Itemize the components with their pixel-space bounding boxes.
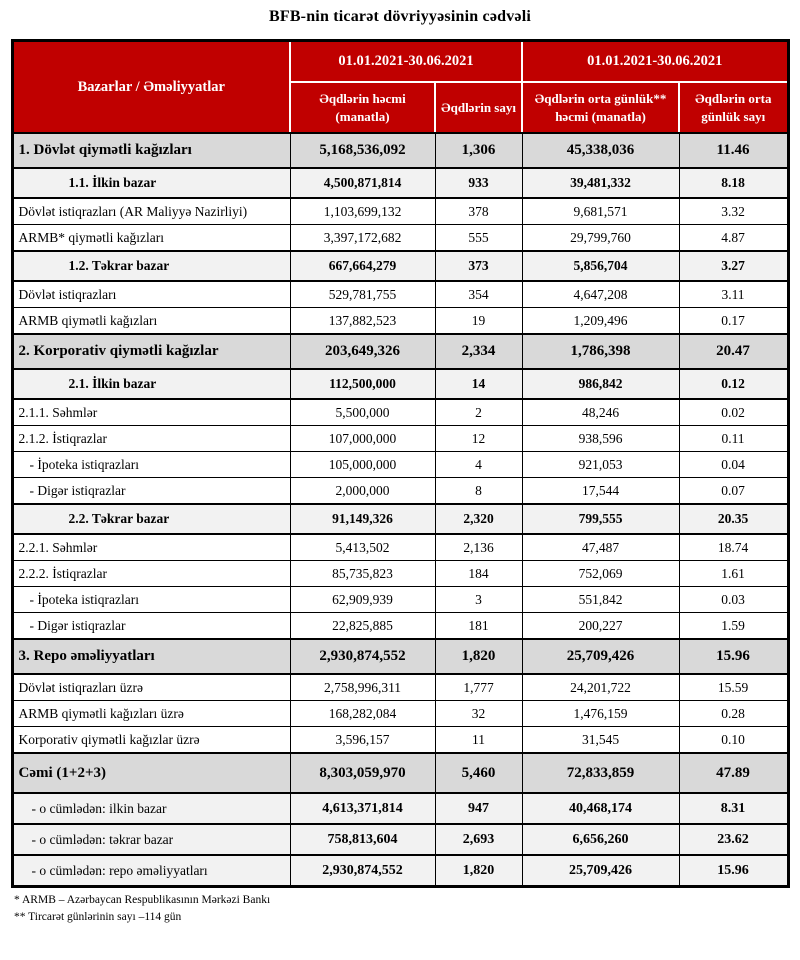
row-value: 168,282,084 xyxy=(290,701,435,727)
row-value: 22,825,885 xyxy=(290,613,435,640)
row-value: 1.59 xyxy=(679,613,788,640)
row-value: 29,799,760 xyxy=(522,225,679,252)
row-value: 373 xyxy=(435,251,522,281)
table-row xyxy=(12,727,788,754)
row-value: 2,334 xyxy=(435,334,522,369)
row-value: 24,201,722 xyxy=(522,674,679,701)
row-value: 4,613,371,814 xyxy=(290,793,435,824)
row-value: 1,476,159 xyxy=(522,701,679,727)
row-value: 5,856,704 xyxy=(522,251,679,281)
row-value: 0.12 xyxy=(679,369,788,399)
row-label: 1. Dövlət qiymətli kağızları xyxy=(12,133,290,168)
col-header-markets-operations: Bazarlar / Əməliyyatlar xyxy=(12,41,290,134)
row-value: 0.10 xyxy=(679,727,788,754)
row-value: 947 xyxy=(435,793,522,824)
row-label: - Digər istiqrazlar xyxy=(12,478,290,505)
row-label: - o cümlədən: təkrar bazar xyxy=(12,824,290,855)
row-value: 5,413,502 xyxy=(290,534,435,561)
table-body xyxy=(12,133,788,887)
row-label: 2. Korporativ qiymətli kağızlar xyxy=(12,334,290,369)
row-value: 203,649,326 xyxy=(290,334,435,369)
trading-turnover-table xyxy=(11,39,790,888)
row-value: 1,777 xyxy=(435,674,522,701)
table-row xyxy=(12,793,788,824)
row-value: 2,758,996,311 xyxy=(290,674,435,701)
row-value: 18.74 xyxy=(679,534,788,561)
row-value: 1,820 xyxy=(435,639,522,674)
row-value: 555 xyxy=(435,225,522,252)
table-row xyxy=(12,399,788,426)
row-value: 200,227 xyxy=(522,613,679,640)
row-value: 4,647,208 xyxy=(522,281,679,308)
table-row xyxy=(12,334,788,369)
row-value: 14 xyxy=(435,369,522,399)
row-label: ARMB* qiymətli kağızları xyxy=(12,225,290,252)
table-row xyxy=(12,133,788,168)
footnote-armb: * ARMB – Azərbaycan Respublikasının Mərkəzi Bankı xyxy=(14,894,271,907)
row-value: 921,053 xyxy=(522,452,679,478)
row-value: 32 xyxy=(435,701,522,727)
row-value: 758,813,604 xyxy=(290,824,435,855)
row-label: 3. Repo əməliyyatları xyxy=(12,639,290,674)
row-value: 2,136 xyxy=(435,534,522,561)
row-label: - o cümlədən: ilkin bazar xyxy=(12,793,290,824)
row-value: 19 xyxy=(435,308,522,335)
row-value: 2 xyxy=(435,399,522,426)
row-value: 184 xyxy=(435,561,522,587)
row-value: 62,909,939 xyxy=(290,587,435,613)
row-value: 1.61 xyxy=(679,561,788,587)
row-label: Dövlət istiqrazları xyxy=(12,281,290,308)
row-value: 12 xyxy=(435,426,522,452)
row-value: 0.28 xyxy=(679,701,788,727)
row-value: 3,397,172,682 xyxy=(290,225,435,252)
row-value: 47,487 xyxy=(522,534,679,561)
table-row xyxy=(12,534,788,561)
table-row xyxy=(12,855,788,887)
row-value: 40,468,174 xyxy=(522,793,679,824)
row-value: 1,820 xyxy=(435,855,522,887)
row-value: 354 xyxy=(435,281,522,308)
row-value: 47.89 xyxy=(679,753,788,793)
table-row xyxy=(12,504,788,534)
row-label: 2.1. İlkin bazar xyxy=(12,369,290,399)
page-title: BFB-nin ticarət dövriyyəsinin cədvəli xyxy=(268,8,532,25)
table-row xyxy=(12,753,788,793)
row-value: 9,681,571 xyxy=(522,198,679,225)
row-value: 551,842 xyxy=(522,587,679,613)
table-row xyxy=(12,639,788,674)
row-value: 25,709,426 xyxy=(522,855,679,887)
row-label: - Digər istiqrazlar xyxy=(12,613,290,640)
row-value: 20.35 xyxy=(679,504,788,534)
row-label: 1.2. Təkrar bazar xyxy=(12,251,290,281)
table-row xyxy=(12,308,788,335)
row-value: 752,069 xyxy=(522,561,679,587)
row-value: 378 xyxy=(435,198,522,225)
row-label: - o cümlədən: repo əməliyyatları xyxy=(12,855,290,887)
row-value: 105,000,000 xyxy=(290,452,435,478)
row-value: 6,656,260 xyxy=(522,824,679,855)
col-header-period-left: 01.01.2021-30.06.2021 xyxy=(290,41,522,83)
row-value: 933 xyxy=(435,168,522,198)
footnotes xyxy=(14,892,800,927)
row-value: 2,930,874,552 xyxy=(290,639,435,674)
row-label: 2.1.1. Səhmlər xyxy=(12,399,290,426)
row-value: 986,842 xyxy=(522,369,679,399)
row-value: 20.47 xyxy=(679,334,788,369)
row-value: 85,735,823 xyxy=(290,561,435,587)
row-label: 2.1.2. İstiqrazlar xyxy=(12,426,290,452)
row-label: ARMB qiymətli kağızları xyxy=(12,308,290,335)
row-label: 2.2.1. Səhmlər xyxy=(12,534,290,561)
row-value: 2,320 xyxy=(435,504,522,534)
row-value: 4 xyxy=(435,452,522,478)
row-value: 5,500,000 xyxy=(290,399,435,426)
row-value: 91,149,326 xyxy=(290,504,435,534)
row-value: 137,882,523 xyxy=(290,308,435,335)
row-value: 5,460 xyxy=(435,753,522,793)
row-value: 8.31 xyxy=(679,793,788,824)
row-value: 11 xyxy=(435,727,522,754)
table-row xyxy=(12,824,788,855)
row-value: 2,930,874,552 xyxy=(290,855,435,887)
row-value: 2,693 xyxy=(435,824,522,855)
row-value: 31,545 xyxy=(522,727,679,754)
row-value: 45,338,036 xyxy=(522,133,679,168)
row-value: 0.17 xyxy=(679,308,788,335)
col-header-avg-daily-count: Əqdlərin orta günlük sayı xyxy=(679,82,788,133)
row-value: 23.62 xyxy=(679,824,788,855)
row-value: 5,168,536,092 xyxy=(290,133,435,168)
row-value: 39,481,332 xyxy=(522,168,679,198)
col-header-avg-daily-volume: Əqdlərin orta günlük** həcmi (manatla) xyxy=(522,82,679,133)
table-row xyxy=(12,674,788,701)
table-row xyxy=(12,251,788,281)
row-value: 3.32 xyxy=(679,198,788,225)
row-value: 529,781,755 xyxy=(290,281,435,308)
row-value: 0.07 xyxy=(679,478,788,505)
table-row xyxy=(12,426,788,452)
row-value: 2,000,000 xyxy=(290,478,435,505)
row-value: 72,833,859 xyxy=(522,753,679,793)
row-value: 181 xyxy=(435,613,522,640)
row-label: Cəmi (1+2+3) xyxy=(12,753,290,793)
row-value: 25,709,426 xyxy=(522,639,679,674)
row-value: 48,246 xyxy=(522,399,679,426)
row-value: 938,596 xyxy=(522,426,679,452)
row-value: 107,000,000 xyxy=(290,426,435,452)
row-label: ARMB qiymətli kağızları üzrə xyxy=(12,701,290,727)
row-value: 0.03 xyxy=(679,587,788,613)
row-label: 1.1. İlkin bazar xyxy=(12,168,290,198)
row-value: 0.04 xyxy=(679,452,788,478)
row-value: 3,596,157 xyxy=(290,727,435,754)
table-row xyxy=(12,198,788,225)
row-value: 799,555 xyxy=(522,504,679,534)
row-label: 2.2. Təkrar bazar xyxy=(12,504,290,534)
row-value: 3.27 xyxy=(679,251,788,281)
row-value: 3 xyxy=(435,587,522,613)
table-row xyxy=(12,478,788,505)
row-value: 667,664,279 xyxy=(290,251,435,281)
footnote-trading-days: ** Tircarət günlərinin sayı –114 gün xyxy=(14,911,182,924)
col-header-deal-volume: Əqdlərin həcmi (manatla) xyxy=(290,82,435,133)
row-label: - İpoteka istiqrazları xyxy=(12,452,290,478)
table-row xyxy=(12,168,788,198)
table-row xyxy=(12,225,788,252)
col-header-deal-count: Əqdlərin sayı xyxy=(435,82,522,133)
row-label: 2.2.2. İstiqrazlar xyxy=(12,561,290,587)
table-header xyxy=(12,41,788,134)
row-value: 4.87 xyxy=(679,225,788,252)
row-value: 0.11 xyxy=(679,426,788,452)
row-value: 11.46 xyxy=(679,133,788,168)
row-value: 15.96 xyxy=(679,855,788,887)
row-value: 112,500,000 xyxy=(290,369,435,399)
row-value: 1,103,699,132 xyxy=(290,198,435,225)
row-value: 8.18 xyxy=(679,168,788,198)
table-row xyxy=(12,613,788,640)
row-label: Dövlət istiqrazları (AR Maliyyə Nazirliyi) xyxy=(12,198,290,225)
table-row xyxy=(12,281,788,308)
row-value: 8,303,059,970 xyxy=(290,753,435,793)
table-row xyxy=(12,561,788,587)
row-value: 1,209,496 xyxy=(522,308,679,335)
row-label: - İpoteka istiqrazları xyxy=(12,587,290,613)
row-value: 1,306 xyxy=(435,133,522,168)
row-value: 4,500,871,814 xyxy=(290,168,435,198)
col-header-period-right: 01.01.2021-30.06.2021 xyxy=(522,41,788,83)
table-row xyxy=(12,701,788,727)
table-row xyxy=(12,452,788,478)
row-label: Dövlət istiqrazları üzrə xyxy=(12,674,290,701)
table-row xyxy=(12,587,788,613)
row-value: 0.02 xyxy=(679,399,788,426)
row-value: 1,786,398 xyxy=(522,334,679,369)
row-value: 8 xyxy=(435,478,522,505)
header-period-row xyxy=(12,41,788,83)
table-row xyxy=(12,369,788,399)
row-value: 15.59 xyxy=(679,674,788,701)
row-value: 17,544 xyxy=(522,478,679,505)
row-label: Korporativ qiymətli kağızlar üzrə xyxy=(12,727,290,754)
row-value: 3.11 xyxy=(679,281,788,308)
row-value: 15.96 xyxy=(679,639,788,674)
